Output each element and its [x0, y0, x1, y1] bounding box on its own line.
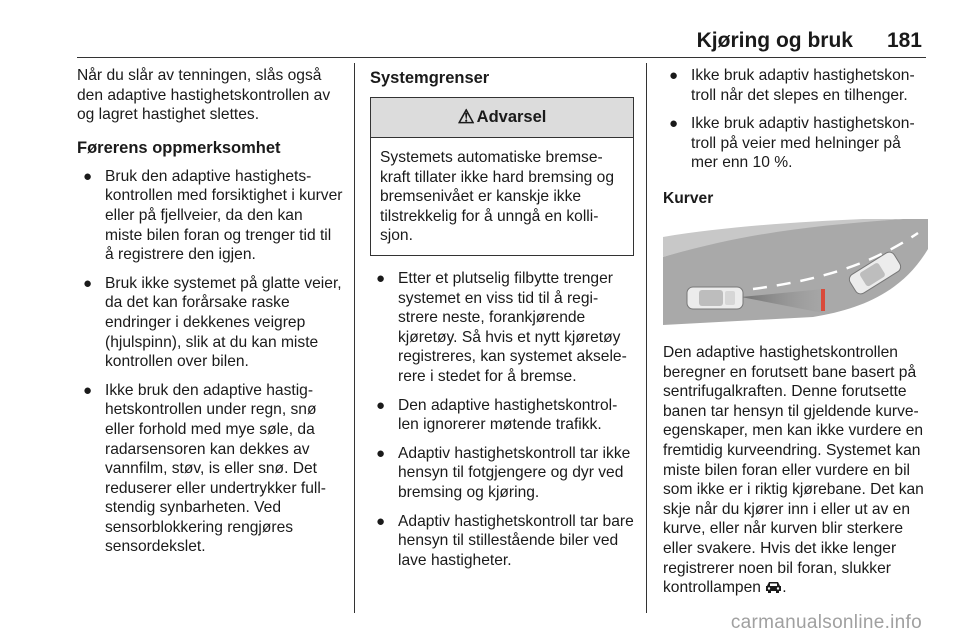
chapter-title: Kjøring og bruk	[696, 29, 853, 52]
bullet-icon: ●	[83, 381, 93, 399]
column-divider-2	[646, 63, 647, 613]
curve-illustration	[663, 219, 928, 325]
warning-text: Systemets automatiske bremse-kraft tillater ikke hard bremsing og bremsenivået er kanskje ikke tilstrekkelig for å unngå en kolli-sjon.	[380, 149, 615, 245]
column-divider-1	[354, 63, 355, 613]
bullet-icon: ●	[83, 274, 93, 292]
watermark-text: carmanualsonline.info	[730, 612, 922, 633]
list-item: ● Den adaptive hastighetskontrol-len ignorerer møtende trafikk.	[376, 396, 618, 434]
bullet-icon: ●	[376, 512, 386, 530]
list-item: ● Adaptiv hastighetskontroll tar ikke hensyn til fotgjengere og dyr ved bremsing og kjøring.	[376, 444, 631, 501]
list-item: ● Adaptiv hastighetskontroll tar bare hensyn til stillestående biler ved lave hastigheter.	[376, 512, 634, 569]
vehicle-ahead-lamp-icon	[765, 580, 782, 594]
system-limits-list-continued	[663, 66, 928, 173]
warning-box	[370, 97, 634, 256]
warning-title: Advarsel	[476, 107, 547, 126]
column-1	[77, 66, 344, 566]
list-item: ● Ikke bruk adaptiv hastighetskon-troll når det slepes en tilhenger.	[669, 67, 915, 104]
list-item: ● Bruk den adaptive hastighets-kontrollen med forsiktighet i kurver eller på fjellveier, da den kan miste bilen foran og trenger tid til å registrere den igjen.	[83, 167, 343, 264]
intro-paragraph: Når du slår av tenningen, slås også den adaptive hastighetskontrollen av og lagret hastighet slettes.	[77, 67, 331, 124]
own-car-icon	[687, 287, 743, 309]
bullet-icon: ●	[669, 67, 679, 84]
list-item: ● Etter et plutselig filbytte trenger systemet en viss tid til å regi-strere neste, forankjørende kjøretøy. Så hvis et nytt kjøretøy registreres, kan systemet aksele-rere i stedet for å bremse.	[376, 269, 627, 385]
page-number: 181	[886, 29, 922, 52]
driver-attention-list	[77, 167, 344, 557]
section-heading-curves: Kurver	[663, 189, 714, 207]
detection-marker	[821, 289, 825, 311]
column-3	[663, 66, 928, 607]
system-limits-list	[370, 269, 634, 570]
header-rule	[77, 57, 926, 58]
bullet-icon: ●	[376, 269, 386, 287]
bullet-icon: ●	[376, 396, 386, 414]
warning-header	[371, 98, 633, 138]
bullet-icon: ●	[83, 167, 93, 185]
curves-paragraph: Den adaptive hastighetskontrollen beregner en forutsett bane basert på sentrifugalkraften. Denne forutsette banen tar hensyn til gjeldende kurve-egenskaper, men kan ikke vurdere en fremtidig kurveendring. Systemet kan miste bilen foran eller vurdere en bil som ikke er i riktig kjørebane. Det kan skje når du kjører inn i eller ut av en kurve, eller når kurven blir sterkere eller svakere. Hvis det ikke lenger registrerer noen bil foran, slukker kontrollampen .	[663, 343, 924, 597]
section-heading-system-limits: Systemgrenser	[370, 69, 490, 87]
section-heading-driver-attention: Førerens oppmerksomhet	[77, 138, 281, 157]
column-2	[370, 66, 634, 579]
list-item: ● Ikke bruk den adaptive hastig-hetskontrollen under regn, snø eller forhold med mye søle, da radarsensoren kan dekkes av vannfilm, støv, is eller snø. Det reduserer eller undertrykker full-stendig synbarheten. Ved sensorblokkering rengjøres sensordekslet.	[83, 381, 326, 556]
warning-triangle-icon: ⚠	[457, 106, 475, 128]
page-header	[697, 29, 922, 53]
list-item: ● Ikke bruk adaptiv hastighetskon-troll på veier med helninger på mer enn 10 %.	[669, 115, 915, 172]
list-item: ● Bruk ikke systemet på glatte veier, da det kan forårsake raske endringer i dekkenes veigrep (hjulspinn), slik at du kan miste kontrollen over bilen.	[83, 274, 342, 371]
bullet-icon: ●	[376, 444, 386, 462]
bullet-icon: ●	[669, 115, 679, 133]
